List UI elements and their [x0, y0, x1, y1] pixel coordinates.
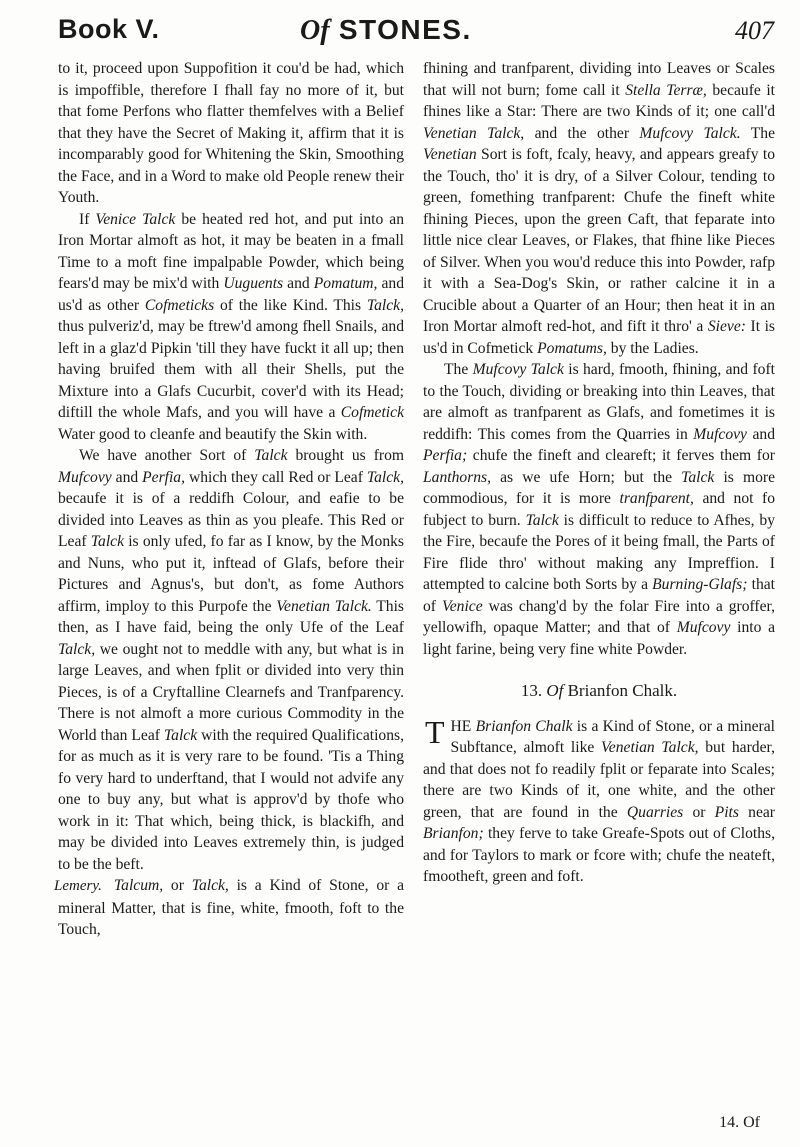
section-name: Brianfon Chalk. — [567, 681, 678, 700]
running-title-of: Of — [300, 15, 330, 46]
section-number: 13. — [520, 681, 543, 700]
right-column — [423, 58, 775, 888]
paragraph: to it, proceed upon Suppofition it cou'd be had, which is impoffible, therefore I fhall fay no more of it, but that fome Perfons who flatter themfelves with a Belief that they have the Secret of Making it, affirm that it is incomparably good for Whitening the Skin, Smoothing the Face, and in a Word to make old People renew their Youth. — [58, 60, 404, 206]
paragraph-with-sidenote: Lemery. Talcum, or Talck, is a Kind of Stone, or a mineral Matter, that is fine, white, fmooth, foft to the Touch, — [54, 877, 404, 938]
page-number: 407 — [735, 16, 774, 45]
paragraph: We have another Sort of Talck brought us from Mufcovy and Perfia, which they call Red or Leaf Talck, becaufe it is of a reddifh Colour, and eafie to be divided into Leaves as thin as you pleafe. This Red or Leaf Talck is only ufed, fo far as I know, by the Monks and Nuns, who put it, inftead of Glafs, before their Pictures and Agnus's, but don't, as fome Authors affirm, imploy to this Purpofe the Venetian Talck. This then, as I have faid, being the only Ufe of the Leaf Talck, we ought not to meddle with any, but what is in large Leaves, and when fplit or divided into very thin Pieces, is of a Cryftalline Clearnefs and Tranfparency. There is not almoft a more curious Commodity in the World than Leaf Talck with the required Qualifications, for as much as it is very rare to be found. 'Tis a Thing fo very hard to underftand, that I would not advife any one to buy any, but what is approv'd by thofe who work in it: That which, being thick, is blackifh, and may be divided into Leaves extremely thin, is judged to be the beft. — [58, 447, 405, 873]
running-title — [300, 14, 472, 47]
section-heading — [423, 680, 775, 702]
section-of: Of — [546, 681, 564, 700]
margin-note: Lemery. — [54, 878, 102, 894]
catchword: 14. Of — [719, 1114, 760, 1131]
running-header — [58, 14, 774, 54]
paragraph: THE Brianfon Chalk is a Kind of Stone, or a mineral Subftance, almoft like Venetian Talck, but harder, and that does not fo readily fplit or feparate into Scales; there are two Kinds of it, one white, and the other green, that are found in the Quarries or Pits near Brianfon; they ferve to take Greafe-Spots out of Cloths, and for Taylors to mark or fcore with; chufe the neateft, fmootheft, green and foft. — [423, 713, 776, 885]
paragraph: fhining and tranfparent, dividing into Leaves or Scales that will not burn; fome call it Stella Terræ, becaufe it fhines like a Star: There are two Kinds of it; one call'd Venetian Talck, and the other Mufcovy Talck. The Venetian Sort is foft, fcaly, heavy, and appears greafy to the Touch, tho' it is dry, of a Silver Colour, tending to green, fomething tranfparent: Chufe the fineft white fhining Pieces, upon the green Caft, that feparate into little nice clear Leaves, or Flakes, that fhine like Pieces of Silver. When you wou'd reduce this into Powder, rafp it with a Sea-Dog's Skin, or rather calcine it in a Crucible about a Quarter of an Hour; then heat it in an Iron Mortar almoft red-hot, and fift it thro' a Sieve: It is us'd in Cofmetick Pomatums, by the Ladies. — [423, 60, 775, 357]
drop-cap: T — [425, 713, 445, 750]
book-label: Book V. — [58, 14, 160, 44]
left-column — [54, 58, 405, 941]
paragraph: The Mufcovy Talck is hard, fmooth, fhining, and foft to the Touch, dividing or breaking into thin Leaves, that are almoft as tranfparent as Glafs, and fometimes it is reddifh: This comes from the Quarries in Mufcovy and Perfia; chufe the fineft and cleareft; it ferves them for Lanthorns, as we ufe Horn; but the Talck is more commodious, for it is more tranfparent, and not fo fubject to burn. Talck is difficult to reduce to Afhes, by the Fire, becaufe the Pores of it being fmall, the Parts of Fire flide thro' without making any Impreffion. I attempted to calcine both Sorts by a Burning-Glafs; that of Venice was chang'd by the folar Fire into a groffer, yellowifh, opaque Matter; and that of Mufcovy into a light farine, being very fine white Powder. — [423, 361, 775, 658]
running-title-word: STONES. — [338, 14, 472, 45]
paragraph: If Venice Talck be heated red hot, and put into an Iron Mortar almoft as hot, it may be beaten in a fmall Time to a moft fine impalpable Powder, which being fears'd may be mix'd with Uuguents and Pomatum, and us'd as other Cofmeticks of the like Kind. This Talck, thus pulveriz'd, may be ftrew'd among fhell Snails, and left in a glaz'd Pipkin 'till they have fuckt it all up; then having bruifed them with all their Shells, put the Mixture into a Glafs Cucurbit, cover'd with its Head; diftill the whole Mafs, and you will have a Cofmetick Water good to cleanfe and beautify the Skin with. — [58, 210, 404, 443]
